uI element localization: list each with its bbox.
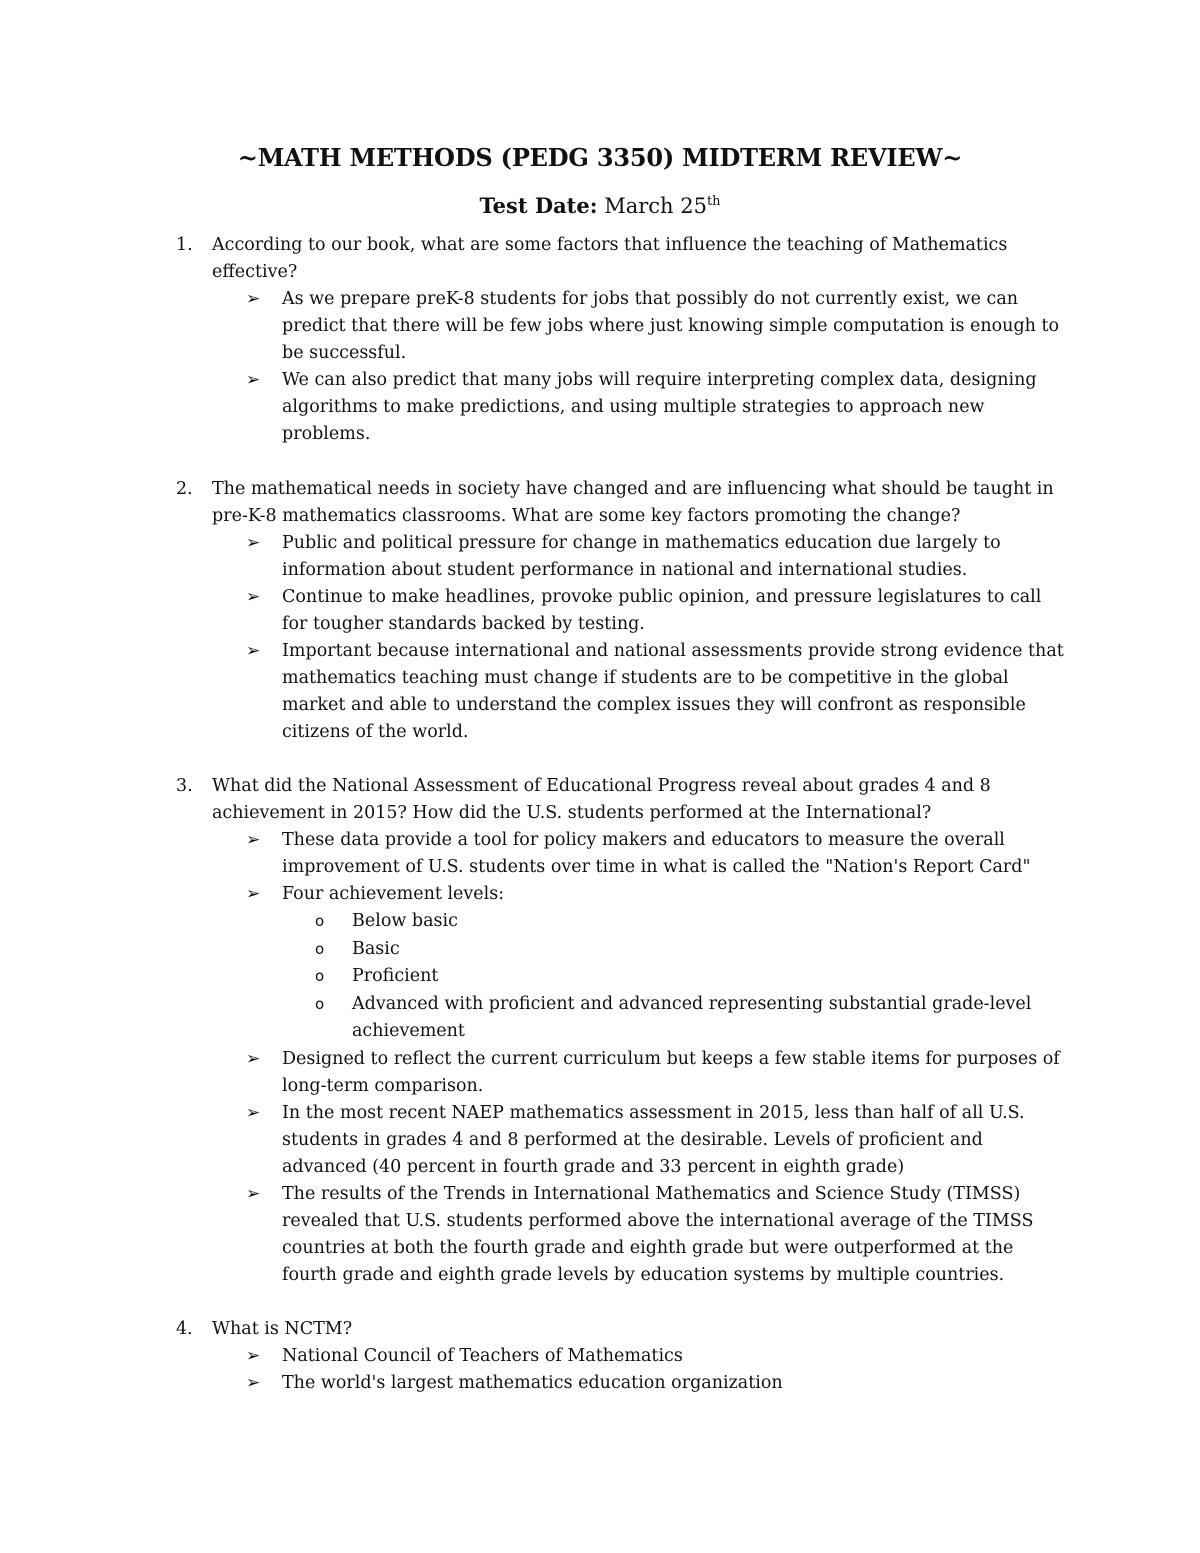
- question-number: 2.: [176, 479, 193, 499]
- arrow-bullet-icon: ➢: [246, 830, 261, 850]
- list-item: o Basic: [282, 936, 1066, 964]
- list-item: ➢ In the most recent NAEP mathematics assessment in 2015, less than half of all U.S. students in grades 4 and 8 performed at the desirable. Levels of proficient and advanced (40 percent in fourth grade and 33 percent in eighth grade): [176, 1100, 1066, 1181]
- circle-bullet-icon: o: [315, 994, 325, 1013]
- test-date-value: March 25: [604, 194, 707, 218]
- list-item: ➢ These data provide a tool for policy makers and educators to measure the overall improvement of U.S. students over time in what is called the "Nation's Report Card": [176, 827, 1066, 881]
- answer-list: [176, 827, 1066, 1289]
- question-1: [176, 232, 1066, 448]
- question-2: [176, 476, 1066, 746]
- arrow-bullet-icon: ➢: [246, 289, 261, 309]
- arrow-bullet-icon: ➢: [246, 533, 261, 553]
- test-date-label: Test Date:: [479, 193, 598, 218]
- list-item: ➢ Public and political pressure for change in mathematics education due largely to information about student performance in national and international studies.: [176, 530, 1066, 584]
- list-item: o Advanced with proficient and advanced representing substantial grade-level achievement: [282, 991, 1066, 1046]
- arrow-bullet-icon: ➢: [246, 1102, 261, 1123]
- list-item: ➢ We can also predict that many jobs will require interpreting complex data, designing algorithms to make predictions, and using multiple strategies to approach new problems.: [176, 367, 1066, 448]
- question-number: 4.: [176, 1319, 193, 1339]
- test-date: [0, 193, 1200, 218]
- circle-bullet-icon: o: [315, 967, 325, 985]
- achievement-levels-list: [282, 908, 1066, 1046]
- question-3: [176, 773, 1066, 1289]
- arrow-bullet-icon: ➢: [246, 1048, 261, 1069]
- list-item: ➢ Designed to reflect the current curriculum but keeps a few stable items for purposes of long-term comparison.: [176, 1046, 1066, 1100]
- arrow-bullet-icon: ➢: [246, 370, 261, 390]
- circle-bullet-icon: o: [315, 912, 325, 930]
- question-text: 1. According to our book, what are some factors that influence the teaching of Mathematics effective?: [176, 232, 1066, 286]
- list-item: ➢ Continue to make headlines, provoke public opinion, and pressure legislatures to call for tougher standards backed by testing.: [176, 584, 1066, 638]
- arrow-bullet-icon: ➢: [246, 1373, 261, 1393]
- test-date-suffix: th: [706, 194, 721, 209]
- question-text: 4. What is NCTM?: [176, 1316, 1066, 1343]
- list-item: o Proficient: [282, 963, 1066, 991]
- answer-list: [176, 1343, 1066, 1397]
- list-item: o Below basic: [282, 908, 1066, 936]
- list-item: ➢ The world's largest mathematics education organization: [176, 1370, 1066, 1397]
- page-title: ~MATH METHODS (PEDG 3350) MIDTERM REVIEW~: [237, 143, 963, 172]
- list-item: ➢ Important because international and national assessments provide strong evidence that mathematics teaching must change if students are to be competitive in the global market and able to understand the complex issues they will confront as responsible citizens of the world.: [176, 638, 1066, 746]
- arrow-bullet-icon: ➢: [246, 641, 261, 661]
- question-4: [176, 1316, 1066, 1397]
- arrow-bullet-icon: ➢: [246, 1183, 261, 1204]
- arrow-bullet-icon: ➢: [246, 1346, 261, 1366]
- answer-list: [176, 286, 1066, 448]
- question-text: 2. The mathematical needs in society have changed and are influencing what should be taught in pre-K-8 mathematics classrooms. What are some key factors promoting the change?: [176, 476, 1066, 530]
- question-text: 3. What did the National Assessment of Educational Progress reveal about grades 4 and 8 achievement in 2015? How did the U.S. students performed at the International?: [176, 773, 1066, 827]
- list-item: ➢ Four achievement levels: o Below basic o Basic o Proficient o Advanced with proficient and advanced representing substantial grade-level achievement: [176, 881, 1066, 1046]
- question-number: 3.: [176, 776, 193, 796]
- list-item: ➢ The results of the Trends in International Mathematics and Science Study (TIMSS) revealed that U.S. students performed above the international average of the TIMSS countries at both the fourth grade and eighth grade but were outperformed at the fourth grade and eighth grade levels by education systems by multiple countries.: [176, 1181, 1066, 1289]
- arrow-bullet-icon: ➢: [246, 587, 261, 607]
- arrow-bullet-icon: ➢: [246, 884, 261, 904]
- list-item: ➢ National Council of Teachers of Mathematics: [176, 1343, 1066, 1370]
- answer-list: [176, 530, 1066, 746]
- list-item: ➢ As we prepare preK-8 students for jobs that possibly do not currently exist, we can predict that there will be few jobs where just knowing simple computation is enough to be successful.: [176, 286, 1066, 367]
- question-number: 1.: [176, 235, 193, 255]
- circle-bullet-icon: o: [315, 939, 325, 958]
